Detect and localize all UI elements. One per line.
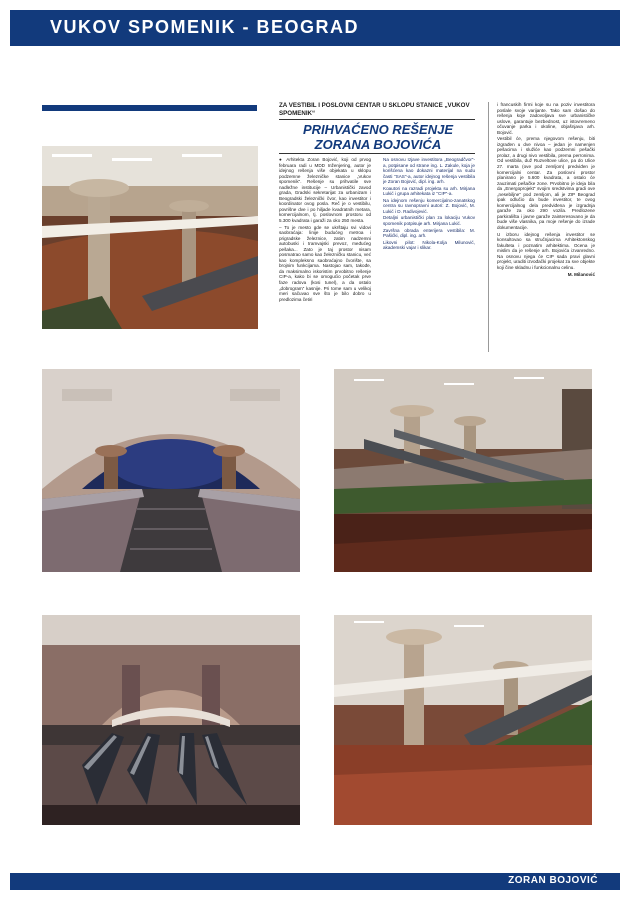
photo-station-hall <box>42 146 258 329</box>
article-column-1 <box>279 157 371 360</box>
paragraph: Na idejnom rešenju komercijalno-zanatskog centra su ravnopravni autori: Z. Bojović, M. Lukić i D. Radivojević. <box>383 197 475 214</box>
photo-hall-columns <box>334 615 592 825</box>
paragraph: Detaljni urbanistički plan za lokaciju Vukov spomenik potpisuje arh. Mirjana Lukić. <box>383 215 475 227</box>
divider <box>279 119 475 120</box>
footer-bar <box>10 873 620 890</box>
header-bar <box>10 10 620 46</box>
paragraph: i francuskih firmi koje su na poziv investitora poslale svoje varijante. Tako sam došao do rešenja koje zadovoljava sve urbanističke uslove, garantuje bezbednost, uz istovremeno očuvanje parka i okoline, objašnjava arh. Bojović. <box>497 102 595 135</box>
article-kicker: ZA VESTIBIL I POSLOVNI CENTAR U SKLOPU STANICE „VUKOV SPOMENIK“ <box>279 102 470 117</box>
photo-escalators-hall <box>334 369 592 572</box>
article <box>279 102 595 360</box>
divider <box>279 153 475 154</box>
paragraph: ● Arhitekta Zoran Bojović, koji od prvog februara radi u MDD Inženjering, autor je idejnog rešenja više objekata u sklopu podzemne železničke stanice „Vukov spomenik“. Rešenje su prihvatile sve nadležne institucije – Urbanistički zavod grada, Gradski sekretarijat za urbanizam i Beogradski železnički čvor, kao investitor i koordinator ovog posla. Reč je o vestibilu, povrišne dve i po hiljade kvadratnih metara, komercijalnom, tj. poslovnom prostoru od 5.300 kvadrata i garaži za oko 250 mesta. <box>279 157 371 224</box>
column-divider <box>488 102 489 352</box>
paragraph: Završna obrada enterijera vestibila: M. Pašićki, dipl. ing. arh. <box>383 227 475 239</box>
headline-line-2: ZORANA BOJOVIĆA <box>314 137 442 152</box>
paragraph: Likovni pilot: Nikola-Kolja Milunović, akademski vajar i slikar. <box>383 239 475 251</box>
article-signature: M. Milanović <box>567 272 595 278</box>
paragraph: U izboru idejnog rešenja investitor se konsultovao sa stručnjacima Arhitektonskog fakulteta i poznatim arhitektima. Ocena je mislim da je rešenje arh. Bojovića izvanredno. Na osnovu njega će CIP sada pravi glavni projekt, uraditi izvođački projekat za sve objekte koji čine skladnu i funkcionalnu celinu. <box>497 231 595 270</box>
author-name: ZORAN BOJOVIĆ <box>508 875 598 886</box>
paragraph: Vestibil će, prema njegovom rešenju, biti izgrađen u dve nivoa – jedan je namenjen pešacima i služiće kao podzemni pešački prolaz, a drugi nivo vestibila, prema perronima. Od vestibila, duž Ruzveltove ulice, pa do Ulice 27. marta (ove pod zemljom) predviđen je komercijalni centar. Za poslovni prostor planirano je 5.600 kvadrata, a ostalo će zauzimati pešačke zone. Prvobitno je ideja bila da „Energoprojekt“ svojim sredstvima gradi ove „nesebiljne“ pod zemljom, ali je ZIP Beograd ipak odlučio da bude investitor, te ovog komercijalnog dela predviđena je izgradnja garaže za oko 290 vozila. Predlozene parkirališta i javne garaže zainteresovano je da bude više vlasnika, pa moje rešenje do izrade dokumentacije. <box>497 136 595 231</box>
page-title: VUKOV SPOMENIK - BEOGRAD <box>50 17 360 37</box>
paragraph: Koautori na razradi projekta su arh. Mirjana Lukić i grupa arhitekata iz "CIP"-a. <box>383 185 475 197</box>
photo-dome-escalators <box>42 615 300 825</box>
article-column-3 <box>497 102 595 360</box>
article-headline <box>281 122 475 152</box>
article-column-2 <box>383 157 475 277</box>
headline-line-1: PRIHVAĆENO REŠENJE <box>302 122 453 137</box>
accent-rule <box>42 105 257 111</box>
paragraph: – To je mesto gde se ukrštaju svi vidovi saobraćaja: linije budućeg metroa i prigradske železnice, zatim nadzemni autobuski i tramvajski prevoz, međućeg pešaka... Zato je taj prostor nisam posmatrao samo kao železničku stanicu, već kao kompleksno saobraćajno čvorište, sa brojnim funkcijama. Nastojao sam, takođe, da maksimalno iskoristim prvobitno rešenje CIP-a, kako bi se omogućio početak prve faze radova (kosi tunel), a da ostalo „dobrogram“ kasnije. Pri tome sam u velikoj meri sačuvao sve što je bilo dobro u predlozima četiri <box>279 224 371 302</box>
photo-escalator-tunnel <box>42 369 300 572</box>
paragraph: Na osnovu Izjave investitora „Beogradčvor“-a, potpisane od strane ing. L. Zakule, koja je korišćena kao dokazni materijal na sudu časti "SAS"-a, autor idejnog rešenja vestibila je Zoran Bojović, dipl. ing. arh. <box>383 157 475 185</box>
